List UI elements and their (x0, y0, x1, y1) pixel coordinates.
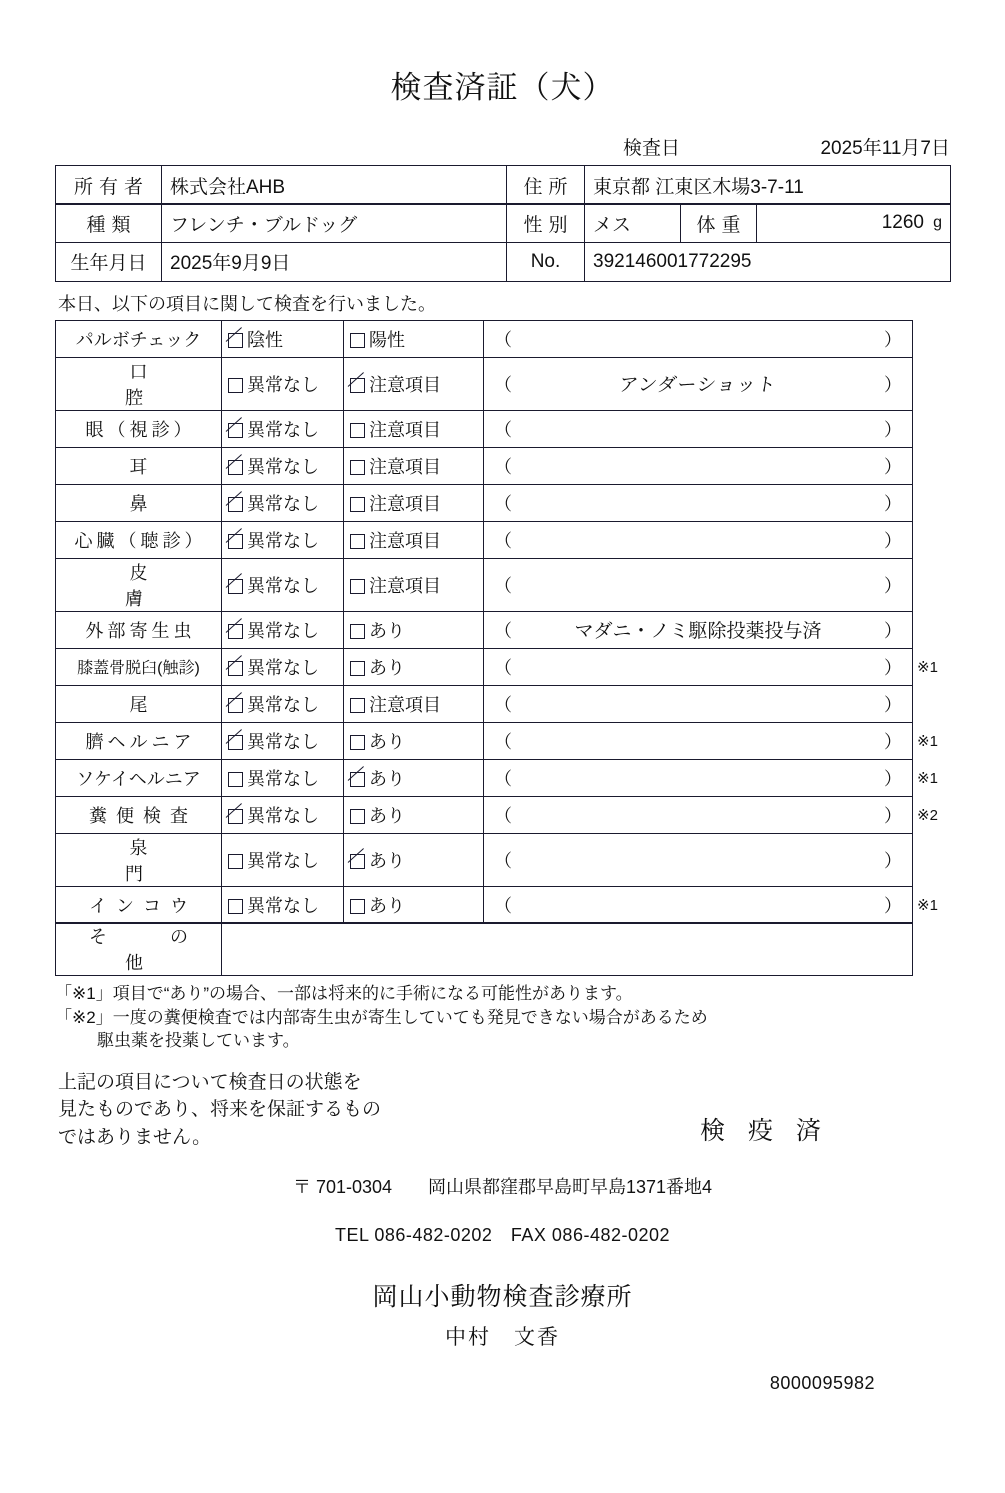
exam-item-label: ソケイヘルニア (56, 759, 222, 796)
exam-item-label: パルボチェック (56, 320, 222, 357)
right-paren: ） (884, 419, 902, 440)
exam-remark-cell[interactable] (484, 484, 913, 521)
exam-option-label: あり (369, 657, 405, 678)
footnote-1: 「※1」項目で“あり”の場合、一部は将来的に手術になる可能性があります。 (55, 984, 633, 1004)
table-row (56, 320, 951, 357)
table-row (56, 923, 951, 976)
exam-date-row (55, 133, 950, 159)
exam-option-2[interactable] (344, 833, 484, 886)
exam-option-label: 異常なし (247, 850, 319, 871)
exam-option-label: あり (369, 895, 405, 916)
footnote-2: 「※2」一度の糞便検査では内部寄生虫が寄生していても発見できない場合があるため (55, 1007, 708, 1027)
exam-option-label: 異常なし (247, 620, 319, 641)
exam-remark-cell[interactable] (484, 722, 913, 759)
exam-option-1[interactable] (222, 722, 344, 759)
exam-option-label: 異常なし (247, 456, 319, 477)
exam-item-label: 耳 (56, 447, 222, 484)
address-value: 東京都 江東区木場3-7-11 (585, 166, 951, 205)
exam-option-label: 異常なし (247, 530, 319, 551)
exam-option-label: 異常なし (247, 768, 319, 789)
exam-option-label: 異常なし (247, 731, 319, 752)
right-paren: ） (884, 456, 902, 477)
exam-notice: 本日、以下の項目に関して検査を行いました。 (58, 293, 436, 314)
table-row (56, 558, 951, 611)
exam-footnote-marker (913, 833, 951, 886)
checkbox-icon[interactable] (228, 772, 243, 787)
right-paren: ） (884, 768, 902, 789)
exam-footnote-marker (913, 685, 951, 722)
exam-item-label: 鼻 (56, 484, 222, 521)
table-row (56, 242, 951, 281)
exam-option-label: 注意項目 (369, 419, 441, 440)
footnote-3: 駆虫薬を投薬しています。 (97, 1031, 300, 1051)
exam-option-2[interactable] (344, 685, 484, 722)
exam-item-label: 外部寄生虫 (56, 611, 222, 648)
left-paren: （ (494, 620, 512, 641)
exam-item-label: 糞便検査 (56, 796, 222, 833)
table-row (56, 648, 951, 685)
exam-results-table (55, 320, 951, 924)
checkbox-icon[interactable] (228, 624, 243, 639)
exam-remark-cell[interactable] (484, 833, 913, 886)
table-row (56, 611, 951, 648)
exam-item-label: インコウ (56, 886, 222, 923)
exam-item-label: 心臓（聴診） (56, 521, 222, 558)
exam-option-2[interactable] (344, 558, 484, 611)
exam-option-label: 注意項目 (369, 456, 441, 477)
exam-option-label: あり (369, 731, 405, 752)
checkbox-icon[interactable] (350, 735, 365, 750)
right-paren: ） (884, 374, 902, 395)
exam-option-label: あり (369, 620, 405, 641)
exam-remark-text: アンダーショット (617, 374, 779, 397)
exam-option-2[interactable] (344, 320, 484, 357)
sex-value: メス (585, 204, 681, 243)
exam-footnote-marker: ※1 (917, 896, 938, 914)
left-paren: （ (494, 850, 512, 871)
exam-remark-cell[interactable] (484, 648, 913, 685)
exam-option-label: 注意項目 (369, 575, 441, 596)
right-paren: ） (884, 620, 902, 641)
exam-item-label: 膝蓋骨脱臼(触診) (56, 648, 222, 685)
left-paren: （ (494, 493, 512, 514)
checkbox-icon[interactable] (350, 423, 365, 438)
breed-info-table (55, 203, 951, 243)
exam-remark-cell[interactable] (484, 320, 913, 357)
checkbox-icon[interactable] (350, 497, 365, 512)
table-row (56, 410, 951, 447)
exam-footnote-marker (913, 410, 951, 447)
exam-option-2[interactable] (344, 410, 484, 447)
exam-option-1[interactable] (222, 447, 344, 484)
checkbox-icon[interactable] (228, 579, 243, 594)
exam-remark-cell[interactable] (484, 759, 913, 796)
checkbox-icon[interactable] (228, 809, 243, 824)
exam-date-value: 2025年11月7日 (820, 138, 950, 159)
exam-remark-text: マダニ・ノミ駆除投薬投与済 (574, 621, 822, 643)
exam-option-2[interactable] (344, 484, 484, 521)
checkbox-icon[interactable] (350, 809, 365, 824)
checkbox-icon[interactable] (350, 698, 365, 713)
birth-label: 生年月日 (56, 242, 162, 281)
checkbox-icon[interactable] (228, 899, 243, 914)
left-paren: （ (494, 374, 512, 395)
exam-option-label: 注意項目 (369, 530, 441, 551)
exam-footnote-marker (913, 521, 951, 558)
right-paren: ） (884, 850, 902, 871)
checkbox-icon[interactable] (350, 661, 365, 676)
checkbox-icon[interactable] (228, 534, 243, 549)
exam-option-2[interactable] (344, 648, 484, 685)
checkbox-icon[interactable] (350, 899, 365, 914)
checkbox-icon[interactable] (228, 735, 243, 750)
exam-remark-cell[interactable] (484, 521, 913, 558)
exam-option-2[interactable] (344, 796, 484, 833)
exam-date-label: 検査日 (622, 138, 680, 159)
checkbox-icon[interactable] (228, 698, 243, 713)
table-row (56, 833, 951, 886)
checkbox-icon[interactable] (350, 460, 365, 475)
owner-label: 所有者 (56, 166, 162, 205)
table-row (56, 166, 951, 205)
exam-item-label: 口 腔 (56, 357, 222, 410)
left-paren: （ (494, 456, 512, 477)
certificate-page (0, 62, 1005, 1493)
no-label: No. (507, 242, 585, 281)
right-paren: ） (884, 805, 902, 826)
exam-option-1[interactable] (222, 484, 344, 521)
checkbox-icon[interactable] (228, 378, 243, 393)
left-paren: （ (494, 419, 512, 440)
exam-remark-cell[interactable] (484, 886, 913, 923)
exam-option-label: あり (369, 805, 405, 826)
checkbox-icon[interactable] (228, 854, 243, 869)
exam-option-1[interactable] (222, 796, 344, 833)
table-row (56, 204, 951, 243)
checkbox-icon[interactable] (350, 624, 365, 639)
exam-remark-cell[interactable] (484, 558, 913, 611)
clinic-name: 岡山小動物検査診療所 (372, 1282, 633, 1311)
exam-footnote-marker (913, 484, 951, 521)
exam-option-1[interactable] (222, 648, 344, 685)
clinic-tel-fax: TEL 086-482-0202 FAX 086-482-0202 (334, 1224, 671, 1245)
other-row-table (55, 922, 951, 976)
exam-footnote-marker: ※1 (917, 769, 938, 787)
exam-option-1[interactable] (222, 320, 344, 357)
other-note (913, 923, 951, 976)
exam-option-label: 異常なし (247, 805, 319, 826)
exam-option-label: 異常なし (247, 657, 319, 678)
exam-remark-cell[interactable] (484, 796, 913, 833)
clinic-postal-address: 〒 701-0304 岡山県都窪郡早島町早島1371番地4 (292, 1176, 713, 1197)
left-paren: （ (494, 768, 512, 789)
right-paren: ） (884, 895, 902, 916)
serial-number: 8000095982 (769, 1372, 875, 1393)
table-row (56, 759, 951, 796)
exam-item-label: 臍ヘルニア (56, 722, 222, 759)
checkbox-icon[interactable] (228, 497, 243, 512)
weight-unit: g (933, 214, 942, 232)
left-paren: （ (494, 530, 512, 551)
right-paren: ） (884, 493, 902, 514)
right-paren: ） (884, 575, 902, 596)
exam-option-1[interactable] (222, 410, 344, 447)
exam-option-2[interactable] (344, 722, 484, 759)
checkbox-icon[interactable] (228, 423, 243, 438)
checkbox-icon[interactable] (228, 333, 243, 348)
breed-label: 種類 (56, 204, 162, 243)
checkbox-icon[interactable] (350, 534, 365, 549)
right-paren: ） (884, 657, 902, 678)
exam-remark-cell[interactable] (484, 410, 913, 447)
checkbox-icon[interactable] (350, 854, 365, 869)
statement-line-2: 見たものであり、将来を保証するもの (58, 1099, 382, 1121)
exam-footnote-marker: ※1 (917, 732, 938, 750)
owner-info-table (55, 165, 951, 205)
exam-option-1[interactable] (222, 759, 344, 796)
other-label: そ の 他 (56, 923, 222, 976)
weight-label: 体重 (681, 204, 757, 243)
exam-option-label: 注意項目 (369, 374, 441, 395)
clinic-person-name: 中村 文香 (445, 1325, 560, 1349)
exam-remark-cell[interactable] (484, 611, 913, 648)
exam-option-2[interactable] (344, 521, 484, 558)
left-paren: （ (494, 805, 512, 826)
exam-option-label: 陽性 (369, 329, 405, 350)
exam-option-2[interactable] (344, 447, 484, 484)
checkbox-icon[interactable] (228, 661, 243, 676)
exam-option-2[interactable] (344, 759, 484, 796)
exam-item-label: 泉 門 (56, 833, 222, 886)
exam-option-label: あり (369, 850, 405, 871)
exam-option-label: 注意項目 (369, 493, 441, 514)
exam-remark-cell[interactable] (484, 357, 913, 410)
checkbox-icon[interactable] (350, 333, 365, 348)
exam-option-1[interactable] (222, 886, 344, 923)
exam-option-1[interactable] (222, 521, 344, 558)
other-value (222, 923, 913, 976)
quarantine-stamp: 検 疫 済 (700, 1116, 829, 1145)
left-paren: （ (494, 731, 512, 752)
table-row (56, 722, 951, 759)
table-row (56, 796, 951, 833)
statement-line-1: 上記の項目について検査日の状態を (58, 1071, 362, 1093)
left-paren: （ (494, 895, 512, 916)
weight-value: 1260 (881, 212, 924, 234)
weight-cell (757, 204, 951, 243)
exam-item-label: 眼（視診） (56, 410, 222, 447)
birth-value: 2025年9月9日 (162, 242, 507, 281)
left-paren: （ (494, 329, 512, 350)
statement-block (0, 1069, 1005, 1189)
birth-info-table (55, 242, 951, 282)
table-row (56, 521, 951, 558)
exam-option-label: 異常なし (247, 895, 319, 916)
exam-option-1[interactable] (222, 611, 344, 648)
exam-option-2[interactable] (344, 611, 484, 648)
right-paren: ） (884, 731, 902, 752)
exam-option-label: 陰性 (247, 329, 283, 350)
exam-option-2[interactable] (344, 357, 484, 410)
right-paren: ） (884, 329, 902, 350)
sex-label: 性別 (507, 204, 585, 243)
exam-option-label: あり (369, 768, 405, 789)
exam-item-label: 皮 膚 (56, 558, 222, 611)
exam-option-label: 異常なし (247, 493, 319, 514)
exam-option-label: 異常なし (247, 694, 319, 715)
exam-footnote-marker (913, 320, 951, 357)
exam-footnote-marker: ※1 (917, 658, 938, 676)
exam-option-1[interactable] (222, 685, 344, 722)
exam-footnote-marker: ※2 (917, 806, 938, 824)
exam-remark-cell[interactable] (484, 685, 913, 722)
exam-option-label: 異常なし (247, 575, 319, 596)
page-title: 検査済証（犬） (390, 70, 615, 105)
no-value: 392146001772295 (585, 242, 951, 281)
checkbox-icon[interactable] (350, 579, 365, 594)
exam-item-label: 尾 (56, 685, 222, 722)
exam-footnote-marker (913, 357, 951, 410)
checkbox-icon[interactable] (350, 378, 365, 393)
left-paren: （ (494, 694, 512, 715)
exam-footnote-marker (913, 558, 951, 611)
exam-option-label: 異常なし (247, 419, 319, 440)
table-row (56, 886, 951, 923)
exam-footnote-marker (913, 447, 951, 484)
address-label: 住所 (507, 166, 585, 205)
checkbox-icon[interactable] (228, 460, 243, 475)
exam-footnote-marker (913, 611, 951, 648)
table-row (56, 685, 951, 722)
exam-remark-cell[interactable] (484, 447, 913, 484)
exam-option-label: 異常なし (247, 374, 319, 395)
left-paren: （ (494, 575, 512, 596)
left-paren: （ (494, 657, 512, 678)
checkbox-icon[interactable] (350, 772, 365, 787)
exam-option-2[interactable] (344, 886, 484, 923)
statement-text (58, 1069, 381, 1152)
exam-option-label: 注意項目 (369, 694, 441, 715)
owner-value: 株式会社AHB (162, 166, 507, 205)
table-row (56, 357, 951, 410)
table-row (56, 447, 951, 484)
table-row (56, 484, 951, 521)
right-paren: ） (884, 530, 902, 551)
right-paren: ） (884, 694, 902, 715)
statement-line-3: ではありません。 (58, 1126, 212, 1148)
breed-value: フレンチ・ブルドッグ (162, 204, 507, 243)
footnotes (55, 982, 1005, 1052)
